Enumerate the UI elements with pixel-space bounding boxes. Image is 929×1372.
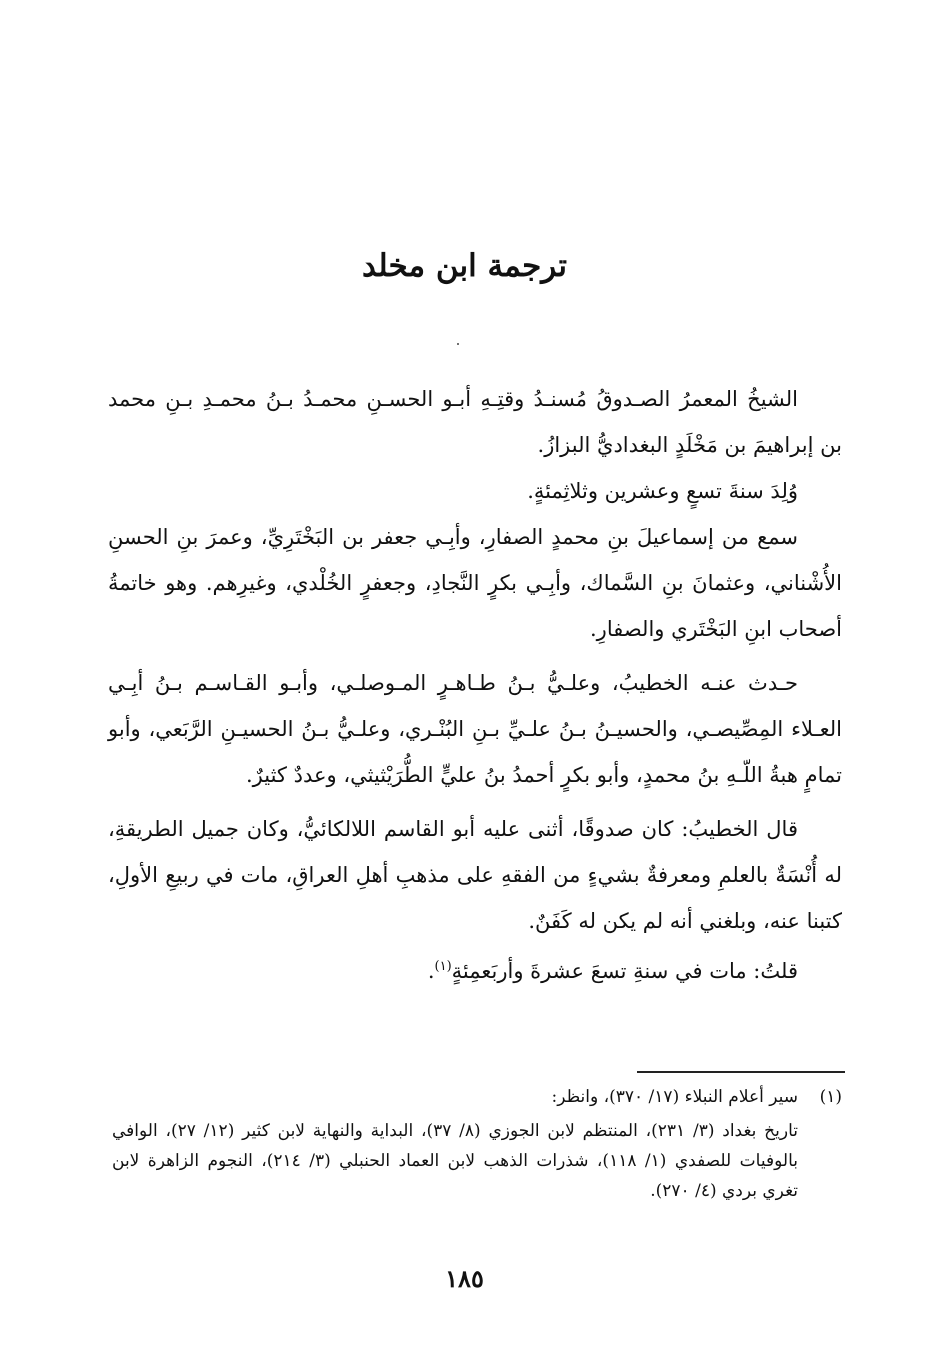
paragraph-students: حـدث عنـه الخطيبُ، وعلـيُّ بـنُ طـاهـرٍ المـوصلـي، وأبـو القـاسـم بـنُ أبِـي العـلاء المِصِّيصـي، والحسيـنُ بـنُ علـيِّ بـنِ البُنْـري، وعلـيُّ بـنُ الحسيـنِ الرَّبَعي، وأبو تمامٍ هبةُ اللّـهِ بنُ محمدٍ، وأبو بكرٍ أحمدُ بنُ عليٍّ الطُّرَيْثيثي، وعددٌ كثيرٌ.: [108, 671, 842, 787]
footnote-first-text: سير أعلام النبلاء (١٧/ ٣٧٠)، وانظر:: [551, 1087, 798, 1107]
footnotes: [112, 1082, 842, 1206]
page-title: ترجمة ابن مخلد: [361, 248, 567, 284]
main-text: [108, 376, 842, 994]
footnote-number: (١): [819, 1087, 842, 1107]
paragraph-khatib-quote: قال الخطيبُ: كان صدوقًا، أثنى عليه أبو القاسم اللالكائيُّ، وكان جميل الطريقةِ، له أُنْسَةٌ بالعلمِ ومعرفةٌ بشيءٍ من الفقهِ على مذهبِ أهلِ العراقِ، مات في ربيعِ الأولِ، كتبنا عنه، وبلغني أنه لم يكن له كَفَنٌ.: [108, 817, 842, 933]
paragraph-death: [108, 944, 842, 994]
page-number: ١٨٥: [445, 1264, 484, 1293]
footnote-marker[interactable]: (١): [434, 959, 452, 974]
footnote-divider: [637, 1071, 845, 1073]
footnote-references: تاريخ بغداد (٣/ ٢٣١)، المنتظم لابن الجوزي (٨/ ٣٧)، البداية والنهاية لابن كثير (١٢/ ٢٧)، الوافي بالوفيات للصفدي (١/ ١١٨)، شذرات الذهب لابن العماد الحنبلي (٣/ ٢١٤)، النجوم الزاهرة لابن تغري بردي (٤/ ٢٧٠).: [112, 1121, 799, 1201]
paragraph-intro: الشيخُ المعمرُ الصـدوقُ مُسنـدُ وقتِـهِ أبـو الحسـنِ محمـدُ بـنُ محمـدِ بـنِ محمد بن إبراهيمَ بن مَخْلَدٍ البغداديُّ البزازُ.: [108, 387, 842, 457]
stray-dot: [457, 343, 459, 345]
footnote-first-line: [112, 1082, 842, 1112]
death-end: .: [427, 959, 435, 983]
death-text: قلتُ: مات في سنةِ تسعَ عشرةَ وأربَعمِئةٍ: [451, 959, 798, 983]
paragraph-teachers: سمع من إسماعيلَ بنِ محمدٍ الصفارِ، وأبِـي جعفر بن البَخْتَرِيِّ، وعمرَ بنِ الحسنِ الأُشْناني، وعثمانَ بنِ السَّماك، وأبِـي بكرٍ النَّجادِ، وجعفرٍ الخُلْدي، وغيرِهم. وهو خاتمةُ أصحاب ابنِ البَخْتَري والصفارِ.: [108, 525, 842, 641]
paragraph-birth: وُلِدَ سنةَ تسعٍ وعشرين وثلاثِمئةٍ.: [527, 479, 798, 503]
